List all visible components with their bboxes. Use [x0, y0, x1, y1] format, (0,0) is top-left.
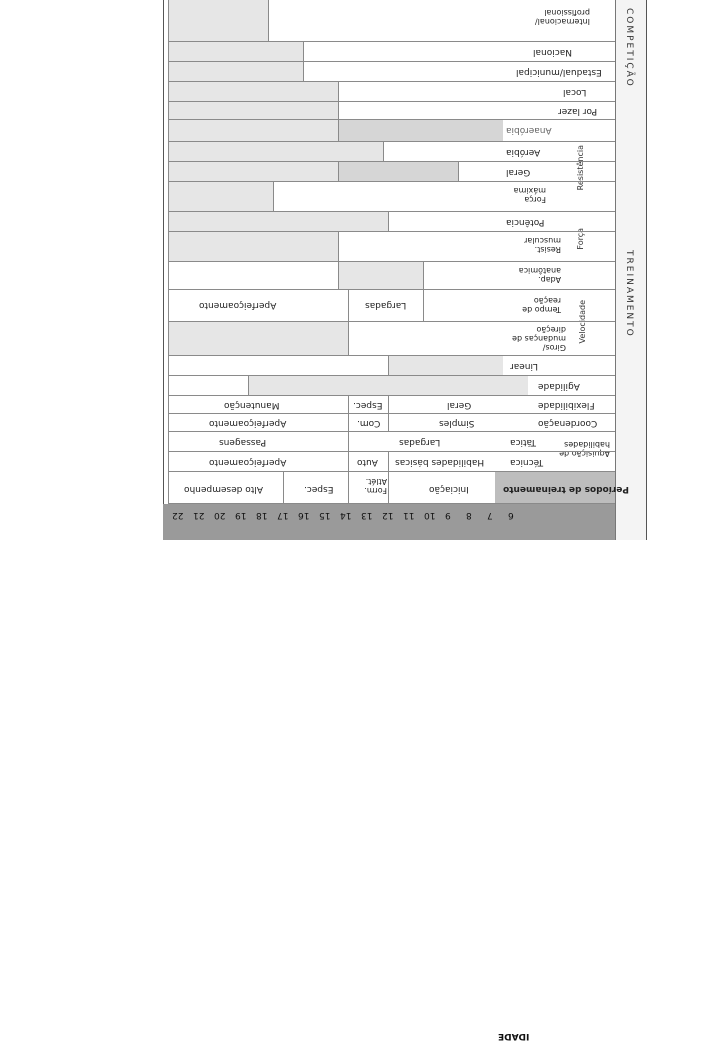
row-forca-max: Força máxima	[168, 182, 615, 212]
tempo-reacao-cell-1: Largadas	[365, 300, 407, 310]
tecnica-cell-3: Aperfeiçoamento	[209, 457, 287, 467]
age-tick: 22	[172, 510, 184, 520]
age-tick: 8	[466, 510, 472, 520]
group-forca: Força	[576, 228, 585, 250]
section-treinamento: TREINAMENTO	[624, 250, 634, 338]
row-agilidade: Agilidade	[168, 376, 615, 396]
age-tick: 21	[193, 510, 205, 520]
age-tick: 7	[487, 510, 493, 520]
age-tick: 20	[214, 510, 226, 520]
row-coordenacao: Coordenação Simples Com. Aperfeiçoamento	[168, 414, 615, 432]
tecnica-cell-2: Auto	[357, 457, 378, 467]
row-flexibilidade: Flexibilidade Geral Espec. Manutenção	[168, 396, 615, 414]
age-tick: 19	[235, 510, 247, 520]
age-tick: 11	[403, 510, 415, 520]
period-form-atlet: Form. Atlét.	[348, 472, 388, 503]
flexibilidade-cell-3: Manutenção	[224, 400, 280, 410]
group-resistencia: Resistência	[576, 145, 585, 191]
row-aerobia: Aeróbia	[168, 142, 615, 162]
age-tick: 15	[319, 510, 331, 520]
row-tempo-reacao: Tempo de reação Largadas Aperfeiçoamento	[168, 290, 615, 322]
row-nacional: Nacional	[168, 42, 615, 62]
row-geral: Geral	[168, 162, 615, 182]
age-tick: 9	[445, 510, 451, 520]
coordenacao-cell-2: Com.	[357, 418, 381, 428]
row-por-lazer: Por lazer	[168, 102, 615, 120]
age-tick: 17	[277, 510, 289, 520]
section-competicao: COMPETIÇÃO	[624, 8, 634, 88]
tempo-reacao-cell-2: Aperfeiçoamento	[199, 300, 277, 310]
flexibilidade-cell-1: Geral	[447, 400, 472, 410]
age-tick: 14	[340, 510, 352, 520]
row-tatica: Tática Largadas Passagens	[168, 432, 615, 452]
period-alto-desempenho: Alto desempenho	[168, 472, 283, 503]
age-tick: 6	[508, 510, 514, 520]
age-tick: 18	[256, 510, 268, 520]
group-velocidade: Velocidade	[578, 300, 587, 344]
coordenacao-cell-3: Aperfeiçoamento	[209, 418, 287, 428]
coordenacao-cell-1: Simples	[439, 418, 475, 428]
age-title: IDADE	[498, 1031, 530, 1041]
section-aquisicao: Aquisição de habilidades	[559, 440, 610, 458]
period-iniciacao: Iniciação	[388, 472, 495, 503]
row-giros: Giros/ mudanças de direção	[168, 322, 615, 356]
row-estadual: Estadual/municipal	[168, 62, 615, 82]
row-internacional: Internacional/ profissional	[168, 0, 615, 42]
age-tick: 13	[361, 510, 373, 520]
periods-row	[168, 472, 629, 504]
row-linear: Linear	[168, 356, 615, 376]
tatica-cell-2: Passagens	[219, 437, 267, 447]
row-resist-musc: Resist. muscular	[168, 232, 615, 262]
age-tick: 10	[424, 510, 436, 520]
section-sidebar	[615, 0, 646, 540]
age-tick: 12	[382, 510, 394, 520]
row-anaerobia: Anaeróbia	[168, 120, 615, 142]
period-espec: Espec.	[283, 472, 348, 503]
row-tecnica: Técnica Habilidades básicas Auto Aperfeiçoamento	[168, 452, 615, 472]
row-local: Local	[168, 82, 615, 102]
row-potencia: Potência	[168, 212, 615, 232]
tatica-cell-1: Largadas	[399, 437, 441, 447]
periods-title: Períodos de treinamento	[503, 484, 629, 494]
age-tick: 16	[298, 510, 310, 520]
flexibilidade-cell-2: Espec.	[353, 400, 383, 410]
row-adap: Adap. anatômica	[168, 262, 615, 290]
tecnica-cell-1: Habilidades básicas	[395, 457, 485, 467]
